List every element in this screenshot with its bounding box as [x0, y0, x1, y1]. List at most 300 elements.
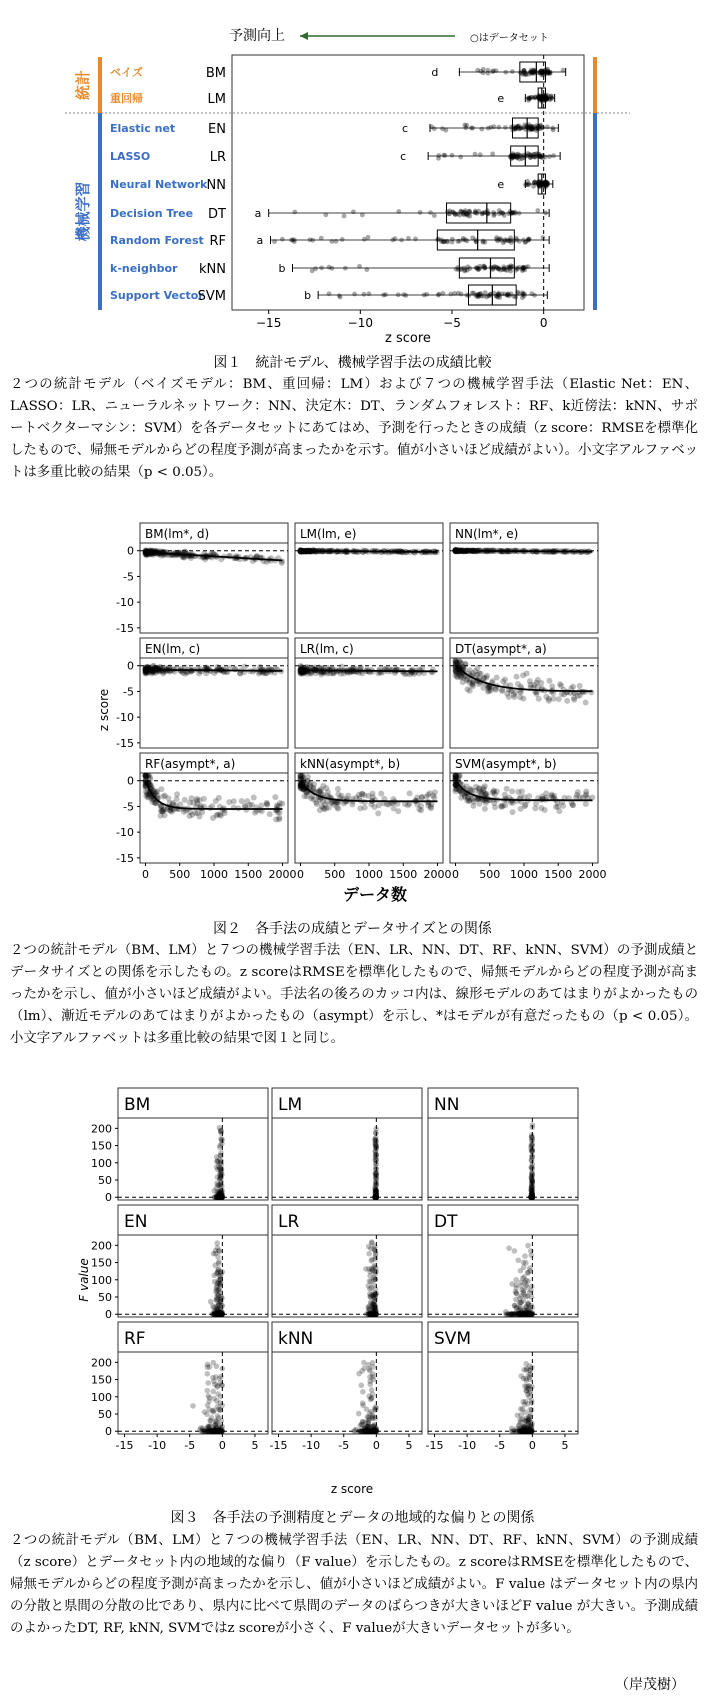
- data-point: [373, 1249, 379, 1255]
- data-point: [510, 809, 516, 815]
- row-method-label: ベイズ: [110, 66, 143, 79]
- data-point: [217, 1407, 223, 1413]
- data-point: [367, 1303, 373, 1309]
- panel-label: LM: [278, 1095, 303, 1115]
- row-method-label: Random Forest: [110, 234, 204, 247]
- improvement-arrow-head: [300, 32, 308, 40]
- panel-frame: [428, 1118, 578, 1200]
- x-tick-label: −15: [256, 316, 282, 330]
- data-point: [509, 240, 514, 245]
- data-point: [226, 799, 232, 805]
- y-tick-label: 0: [105, 1308, 112, 1322]
- data-point: [522, 1253, 528, 1259]
- x-tick-label: 1000: [510, 868, 538, 881]
- y-tick-label: 0: [127, 659, 134, 673]
- data-point: [373, 1144, 379, 1150]
- y-tick-label: -10: [116, 826, 134, 840]
- data-point: [425, 792, 431, 798]
- arrow-label: 予測向上: [229, 28, 285, 44]
- y-tick-label: 50: [98, 1291, 112, 1305]
- data-point: [371, 1277, 377, 1283]
- data-point: [215, 1280, 221, 1286]
- y-tick-label: 0: [105, 1191, 112, 1205]
- y-tick-label: 100: [91, 1156, 112, 1170]
- data-point: [450, 153, 455, 158]
- panel-label: kNN: [278, 1329, 314, 1349]
- x-tick-label: -5: [494, 1439, 506, 1452]
- data-point: [211, 1188, 217, 1194]
- x-tick-label: 0: [218, 1439, 226, 1452]
- data-point: [218, 1294, 224, 1300]
- data-point: [481, 67, 486, 72]
- data-point: [453, 773, 459, 779]
- data-point: [490, 151, 495, 156]
- data-point: [556, 696, 562, 702]
- data-point: [527, 1265, 533, 1271]
- data-point: [215, 1254, 221, 1260]
- x-tick-label: 2000: [578, 868, 607, 881]
- data-point: [476, 801, 482, 807]
- data-point: [529, 1143, 535, 1149]
- data-point: [519, 1310, 525, 1316]
- data-point: [521, 1376, 527, 1382]
- data-point: [215, 812, 221, 818]
- data-point: [518, 1412, 524, 1418]
- data-point: [513, 1277, 519, 1283]
- data-point: [349, 802, 355, 808]
- data-point: [369, 1311, 375, 1317]
- data-point: [418, 210, 423, 215]
- data-point: [362, 292, 367, 297]
- panel-frame: [118, 1235, 268, 1317]
- data-point: [482, 265, 487, 270]
- data-point: [529, 1384, 535, 1390]
- data-point: [280, 237, 285, 242]
- data-point: [527, 1407, 533, 1413]
- data-point: [518, 1406, 524, 1412]
- y-axis-label: z score: [97, 688, 111, 732]
- data-point: [362, 237, 367, 242]
- data-point: [529, 1137, 535, 1143]
- data-point: [219, 1172, 225, 1178]
- x-tick-label: −10: [347, 316, 373, 330]
- row-method-label: k-neighbor: [110, 262, 178, 275]
- data-point: [218, 1128, 224, 1134]
- data-point: [496, 125, 501, 130]
- author: （岸茂樹）: [615, 1677, 685, 1693]
- data-point: [374, 1176, 380, 1182]
- data-point: [495, 239, 500, 244]
- row-method-label: Decision Tree: [110, 207, 194, 220]
- x-tick-label: -15: [425, 1439, 444, 1452]
- data-point: [206, 1399, 212, 1405]
- legend-label: ○はデータセット: [470, 33, 549, 44]
- data-point: [546, 678, 552, 684]
- x-tick-label: -10: [148, 1439, 167, 1452]
- x-tick-label: 5: [561, 1439, 569, 1452]
- data-point: [534, 680, 540, 686]
- data-point: [470, 803, 476, 809]
- x-tick-label: -10: [458, 1439, 477, 1452]
- data-point: [523, 1361, 529, 1367]
- panel-label: SVM: [434, 1329, 472, 1349]
- data-point: [310, 268, 315, 273]
- data-point: [507, 293, 512, 298]
- y-tick-label: 0: [105, 1425, 112, 1439]
- data-point: [211, 1396, 217, 1402]
- y-tick-label: -15: [116, 736, 134, 750]
- data-point: [588, 689, 594, 695]
- data-point: [518, 1268, 524, 1274]
- data-point: [551, 696, 557, 702]
- panel-frame: [272, 1352, 422, 1434]
- data-point: [503, 292, 508, 297]
- data-point: [467, 688, 473, 694]
- panel-label: EN(lm, c): [145, 642, 201, 656]
- data-point: [219, 1141, 225, 1147]
- data-point: [492, 212, 497, 217]
- row-code-label: LM: [207, 92, 226, 107]
- data-point: [499, 210, 504, 215]
- data-point: [407, 671, 413, 677]
- significance-letter: b: [304, 289, 312, 302]
- data-point: [204, 1411, 210, 1417]
- data-point: [527, 1290, 533, 1296]
- data-point: [205, 1371, 211, 1377]
- y-tick-label: 100: [91, 1390, 112, 1404]
- row-code-label: LR: [209, 150, 226, 165]
- data-point: [218, 1299, 224, 1305]
- x-tick-label: 0: [296, 868, 304, 881]
- panel-frame: [295, 773, 443, 863]
- y-tick-label: -15: [116, 851, 134, 865]
- y-tick-label: 200: [91, 1239, 112, 1253]
- figure-1-title: 図１ 統計モデル、機械学習手法の成績比較: [213, 355, 492, 371]
- x-axis-label: データ数: [342, 885, 408, 904]
- data-point: [543, 694, 549, 700]
- data-point: [517, 1300, 523, 1306]
- data-point: [441, 153, 446, 158]
- row-code-label: EN: [208, 122, 226, 137]
- fit-line: [301, 551, 438, 552]
- data-point: [518, 1428, 524, 1434]
- y-tick-label: 0: [127, 774, 134, 788]
- data-point: [367, 291, 372, 296]
- data-point: [272, 794, 278, 800]
- data-point: [162, 812, 168, 818]
- significance-letter: a: [256, 234, 264, 247]
- data-point: [515, 1257, 521, 1263]
- data-point: [216, 1164, 222, 1170]
- data-point: [373, 1161, 379, 1167]
- data-point: [509, 788, 515, 794]
- fit-line: [146, 670, 283, 671]
- data-point: [484, 673, 490, 679]
- y-tick-label: -5: [123, 800, 134, 814]
- data-point: [211, 1251, 217, 1257]
- data-point: [525, 1418, 531, 1424]
- panel-label: LR(lm, c): [300, 642, 354, 656]
- data-point: [213, 1311, 219, 1317]
- data-point: [216, 795, 222, 801]
- figure-1-boxplot: [0, 0, 705, 346]
- data-point: [440, 126, 445, 131]
- data-point: [436, 153, 441, 158]
- data-point: [209, 1415, 215, 1421]
- data-point: [292, 210, 297, 215]
- data-point: [508, 263, 513, 268]
- significance-letter: d: [431, 66, 439, 79]
- y-tick-label: 200: [91, 1122, 112, 1136]
- group-label: 統計: [74, 69, 92, 101]
- data-point: [337, 293, 342, 298]
- data-point: [469, 682, 475, 688]
- figure-2-scatter-grid: [0, 515, 705, 915]
- y-tick-label: -10: [116, 596, 134, 610]
- data-point: [490, 69, 495, 74]
- data-point: [367, 1382, 373, 1388]
- data-point: [524, 670, 530, 676]
- data-point: [209, 1428, 215, 1434]
- data-point: [480, 212, 485, 217]
- data-point: [219, 1382, 225, 1388]
- data-point: [154, 788, 160, 794]
- x-tick-label: 2000: [423, 868, 452, 881]
- data-point: [529, 1398, 535, 1404]
- data-point: [518, 1293, 524, 1299]
- panel-frame: [272, 1235, 422, 1317]
- data-point: [373, 1407, 379, 1413]
- data-point: [413, 237, 418, 242]
- data-point: [499, 804, 505, 810]
- x-tick-label: 0: [539, 316, 548, 330]
- x-tick-label: -10: [302, 1439, 321, 1452]
- data-point: [541, 235, 546, 240]
- data-point: [308, 795, 314, 801]
- data-point: [518, 1279, 524, 1285]
- panel-label: SVM(asympt*, b): [455, 757, 557, 771]
- figure-2-title: 図２ 各手法の成績とデータサイズとの関係: [213, 921, 492, 937]
- data-point: [373, 1166, 379, 1172]
- data-point: [372, 1256, 378, 1262]
- data-point: [199, 809, 205, 815]
- data-point: [205, 1380, 211, 1386]
- data-point: [470, 670, 476, 676]
- data-point: [506, 1245, 512, 1251]
- data-point: [277, 800, 283, 806]
- data-point: [206, 1407, 212, 1413]
- data-point: [464, 798, 470, 804]
- data-point: [548, 70, 553, 75]
- data-point: [529, 1161, 535, 1167]
- data-point: [352, 292, 357, 297]
- data-point: [216, 1266, 222, 1272]
- data-point: [583, 801, 589, 807]
- data-point: [190, 1403, 196, 1409]
- data-point: [481, 787, 487, 793]
- data-point: [375, 810, 381, 816]
- data-point: [374, 1181, 380, 1187]
- significance-letter: c: [402, 122, 409, 135]
- data-point: [395, 808, 401, 814]
- x-tick-label: -5: [184, 1439, 196, 1452]
- y-tick-label: 150: [91, 1373, 112, 1387]
- data-point: [553, 804, 559, 810]
- data-point: [513, 1289, 519, 1295]
- data-point: [486, 71, 491, 76]
- data-point: [512, 1303, 518, 1309]
- data-point: [345, 793, 351, 799]
- x-tick-label: -15: [115, 1439, 134, 1452]
- data-point: [528, 1428, 534, 1434]
- data-point: [503, 796, 509, 802]
- data-point: [497, 295, 502, 300]
- data-point: [366, 1366, 372, 1372]
- data-point: [527, 1368, 533, 1374]
- data-point: [503, 125, 508, 130]
- data-point: [529, 70, 534, 75]
- data-point: [528, 1389, 534, 1395]
- data-point: [465, 264, 470, 269]
- data-point: [405, 802, 411, 808]
- data-point: [213, 1287, 219, 1293]
- y-tick-label: -5: [123, 570, 134, 584]
- data-point: [267, 811, 273, 817]
- data-point: [264, 802, 270, 808]
- data-point: [543, 154, 548, 159]
- data-point: [522, 803, 528, 809]
- panel-label: LR: [278, 1212, 300, 1232]
- data-point: [178, 668, 184, 674]
- data-point: [371, 1294, 377, 1300]
- data-point: [218, 1394, 224, 1400]
- data-point: [366, 1251, 372, 1257]
- fit-line: [301, 670, 438, 671]
- panel-label: EN: [124, 1212, 148, 1232]
- data-point: [530, 1122, 536, 1128]
- data-point: [374, 1188, 380, 1194]
- data-point: [451, 210, 456, 215]
- data-point: [273, 817, 279, 823]
- row-method-label: LASSO: [110, 150, 151, 163]
- data-point: [356, 1411, 362, 1417]
- data-point: [520, 696, 526, 702]
- group-bar-right: [593, 57, 597, 113]
- panel-frame: [118, 1352, 268, 1434]
- data-point: [373, 1306, 379, 1312]
- data-point: [174, 796, 180, 802]
- panel-label: DT(asympt*, a): [455, 642, 547, 656]
- data-point: [418, 803, 424, 809]
- data-point: [557, 681, 563, 687]
- x-tick-label: 1500: [389, 868, 418, 881]
- data-point: [362, 799, 368, 805]
- data-point: [437, 292, 442, 297]
- panel-label: LM(lm, e): [300, 527, 357, 541]
- data-point: [194, 801, 200, 807]
- data-point: [514, 674, 520, 680]
- data-point: [213, 1422, 219, 1428]
- data-point: [218, 1182, 224, 1188]
- data-point: [523, 1260, 529, 1266]
- row-method-label: 重回帰: [110, 92, 143, 105]
- data-point: [528, 1194, 534, 1200]
- data-point: [520, 156, 525, 161]
- fit-line: [456, 551, 593, 552]
- data-point: [459, 292, 464, 297]
- y-tick-label: 50: [98, 1408, 112, 1422]
- data-point: [564, 698, 570, 704]
- data-point: [207, 1364, 213, 1370]
- data-point: [524, 1384, 530, 1390]
- data-point: [351, 209, 356, 214]
- y-tick-label: 100: [91, 1273, 112, 1287]
- data-point: [210, 1360, 216, 1366]
- data-point: [527, 1424, 533, 1430]
- data-point: [356, 1371, 362, 1377]
- data-point: [491, 787, 497, 793]
- data-point: [200, 1428, 206, 1434]
- x-tick-label: 500: [169, 868, 191, 881]
- panel-frame: [450, 773, 598, 863]
- group-bar-left: [98, 113, 102, 310]
- data-point: [367, 1428, 373, 1434]
- figure-1-caption: ２つの統計モデル（ベイズモデル：BM、重回帰：LM）および７つの機械学習手法（Elastic Net：EN、LASSO：LR、ニューラルネットワーク：NN、決定木：DT、ランダムフォレスト：RF、k近傍法：kNN、サポートベクターマシン：SVM）を各データセットにあてはめ、予測を行ったときの成績（z score：RMSEを標準化したもので、帰無モデルからどの程度予測が高まったかを示す。値が小さいほど成績がよい）。小文字アルファベットは多重比較の結果（p < 0.05）。: [10, 377, 698, 480]
- data-point: [431, 795, 437, 801]
- data-point: [454, 267, 459, 272]
- data-point: [216, 1428, 222, 1434]
- data-point: [419, 794, 425, 800]
- x-tick-label: 1500: [234, 868, 263, 881]
- data-point: [492, 804, 498, 810]
- group-bar-left: [98, 57, 102, 113]
- data-point: [529, 1182, 535, 1188]
- data-point: [479, 127, 484, 132]
- data-point: [520, 1399, 526, 1405]
- data-point: [372, 1299, 378, 1305]
- data-point: [305, 774, 311, 780]
- data-point: [218, 1374, 224, 1380]
- data-point: [325, 789, 331, 795]
- data-point: [549, 683, 555, 689]
- row-code-label: NN: [206, 178, 226, 193]
- y-tick-label: 200: [91, 1356, 112, 1370]
- data-point: [360, 1389, 366, 1395]
- data-point: [493, 687, 499, 693]
- y-tick-label: -5: [123, 685, 134, 699]
- data-point: [458, 155, 463, 160]
- data-point: [517, 1417, 523, 1423]
- data-point: [523, 1305, 529, 1311]
- data-point: [524, 1428, 530, 1434]
- data-point: [210, 1389, 216, 1395]
- data-point: [367, 1411, 373, 1417]
- figure-3-caption: ２つの統計モデル（BM、LM）と７つの機械学習手法（EN、LR、NN、DT、RF、kNN、SVM）の予測成績（z score）とデータセット内の地域的な偏り（F value）を示したもの。z scoreはRMSEを標準化したもので、帰無モデルからどの程度予測が高まったかを示し、値が小さいほど成績がよい。F value はデータセット内の県内の分散と県間の分散の比であり、県内に比べて県間のデータのばらつきが大きいほどF value が大きい。予測成績のよかったDT, RF, kNN, SVMではz scoreが小さく、F valueが大きいデータセットが多い。: [10, 1533, 698, 1636]
- panel-frame: [295, 543, 443, 633]
- figure-3-title: 図３ 各手法の予測精度とデータの地域的な偏りとの関係: [170, 1510, 535, 1526]
- data-point: [432, 126, 437, 131]
- data-point: [182, 797, 188, 803]
- data-point: [214, 1154, 220, 1160]
- data-point: [524, 1284, 530, 1290]
- data-point: [577, 683, 583, 689]
- x-tick-label: 5: [251, 1439, 259, 1452]
- data-point: [215, 1413, 221, 1419]
- data-point: [314, 801, 320, 807]
- data-point: [353, 795, 359, 801]
- significance-letter: e: [497, 92, 505, 105]
- y-tick-label: -10: [116, 711, 134, 725]
